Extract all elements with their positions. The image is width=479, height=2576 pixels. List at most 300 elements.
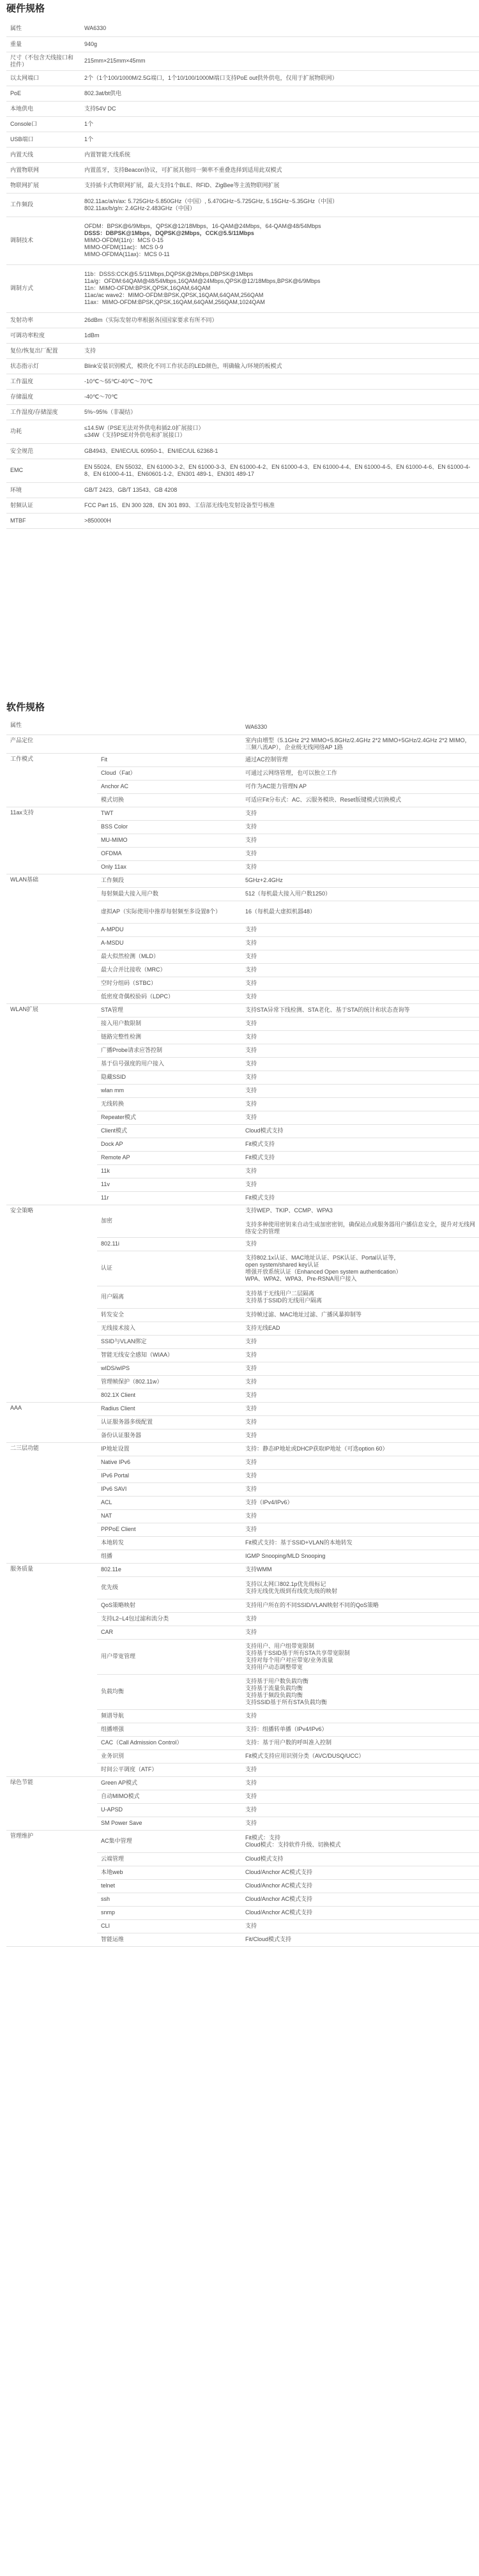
- spec-label: 工作频段: [6, 193, 80, 217]
- spec-value-line: 支持: [245, 1629, 257, 1635]
- spec-value: [241, 1286, 479, 1308]
- spec-feature: 加密: [97, 1205, 241, 1237]
- spec-category: 11ax支持: [6, 807, 97, 874]
- table-row: [6, 1563, 479, 1576]
- spec-feature: snmp: [97, 1906, 241, 1919]
- spec-value-line: 支持: [245, 1047, 257, 1053]
- spec-value-line: 11ax：MIMO-OFDM:BPSK,QPSK,16QAM,64QAM,256QAM,1024QAM: [84, 299, 265, 305]
- spec-value-line: MIMO-OFDM(11ac)：MCS 0-9: [84, 244, 163, 250]
- spec-value: [80, 374, 479, 389]
- spec-value-line: 5%~95%（非凝结）: [84, 408, 137, 415]
- spec-label: Console口: [6, 116, 80, 132]
- spec-value: [241, 766, 479, 780]
- spec-value-line: 支持: [245, 1168, 257, 1174]
- spec-value: [241, 1709, 479, 1723]
- spec-label: 以太网端口: [6, 70, 80, 86]
- spec-value-line: ≤14.5W（PSE无法对外供电和插2.0扩展接口）: [84, 424, 204, 431]
- spec-value-line: 支持用户所在的不同SSID/VLAN映射不同的QoS策略: [245, 1602, 379, 1608]
- spec-feature: 广播Probe请求应答控制: [97, 1044, 241, 1057]
- spec-value: [241, 977, 479, 990]
- spec-feature: telnet: [97, 1879, 241, 1893]
- spec-value-line: -10℃～55℃/-40℃～70℃: [84, 377, 153, 385]
- spec-value-line: 26dBm（实际发射功率根据各国国家要求有所不同）: [84, 316, 218, 323]
- spec-value-line: 支持: [245, 1712, 257, 1719]
- spec-feature: TWT: [97, 807, 241, 820]
- spec-value: [80, 343, 479, 358]
- table-row: [6, 753, 479, 766]
- spec-value: [241, 834, 479, 847]
- spec-value-line: IGMP Snooping/MLD Snooping: [245, 1553, 326, 1559]
- spec-value-line: 11n：MIMO-OFDM:BPSK,QPSK,16QAM,64QAM: [84, 285, 211, 291]
- table-row: [6, 420, 479, 443]
- spec-feature: NAT: [97, 1509, 241, 1523]
- spec-value: [80, 358, 479, 374]
- table-row: [6, 720, 479, 735]
- spec-feature: A-MPDU: [97, 923, 241, 936]
- spec-value: [241, 1736, 479, 1749]
- spec-value-line: 支持: [245, 966, 257, 973]
- spec-value: [241, 923, 479, 936]
- spec-value-line: 1dBm: [84, 332, 100, 339]
- spec-value: [241, 1097, 479, 1111]
- spec-value-line: MIMO-OFDM(11n)：MCS 0-15: [84, 237, 163, 243]
- spec-value: [241, 1612, 479, 1626]
- spec-value-line: 支持: [245, 1181, 257, 1187]
- spec-value: [80, 459, 479, 482]
- spec-category: 工作模式: [6, 753, 97, 807]
- spec-category: AAA: [6, 1402, 97, 1442]
- spec-feature: Cloud（Fat）: [97, 766, 241, 780]
- spec-value-line: 内置智能天线系统: [84, 151, 131, 158]
- spec-value: [241, 1003, 479, 1017]
- spec-feature: 虚拟AP（实际使用中推荐每射频至多设置8个）: [97, 901, 241, 923]
- software-spec-table: [6, 720, 479, 1947]
- spec-feature: Only 11ax: [97, 860, 241, 874]
- spec-value-line: 支持基于SSID基于所有STA共享带宽限制: [245, 1649, 350, 1656]
- spec-label: USB端口: [6, 132, 80, 147]
- software-section-title: 软件规格: [6, 702, 45, 713]
- spec-value-line: 2个（1个100/1000M/2.5G端口，1个10/100/1000M端口支持PoE out供外供电，仅用于扩展物联网）: [84, 74, 338, 81]
- spec-value: [241, 1906, 479, 1919]
- spec-feature: 智能无线安全感知（WIAA）: [97, 1348, 241, 1362]
- spec-feature: 链路完整性检测: [97, 1030, 241, 1044]
- spec-value: [241, 1151, 479, 1164]
- spec-value: [241, 1830, 479, 1852]
- spec-feature: PPPoE Client: [97, 1523, 241, 1536]
- table-row: [6, 1003, 479, 1017]
- spec-value: [80, 36, 479, 52]
- spec-value: [241, 1251, 479, 1286]
- spec-value: [80, 70, 479, 86]
- spec-value-line: MIMO-OFDMA(11ax)：MCS 0-11: [84, 251, 170, 257]
- table-row: [6, 328, 479, 343]
- spec-label: 存储温度: [6, 389, 80, 404]
- spec-feature: IPv6 SAVI: [97, 1482, 241, 1496]
- spec-feature: ssh: [97, 1893, 241, 1906]
- spec-value: [241, 1191, 479, 1205]
- spec-value: [241, 990, 479, 1003]
- table-row: [6, 101, 479, 116]
- spec-value-line: 支持插卡式物联网扩展，最大支持1个BLE、RFID、ZigBee等主流物联网扩展: [84, 181, 280, 188]
- spec-feature: 自动MIMO模式: [97, 1790, 241, 1803]
- spec-value: [80, 217, 479, 264]
- spec-feature: SSID与VLAN绑定: [97, 1335, 241, 1348]
- spec-value-line: 支持对每个用户对应带宽/业务流量: [245, 1656, 333, 1663]
- spec-value: [241, 1375, 479, 1389]
- spec-value-line: 支持: [245, 1432, 257, 1438]
- spec-category: 服务质量: [6, 1563, 97, 1776]
- spec-feature: 负载均衡: [97, 1674, 241, 1709]
- spec-value-line: 940g: [84, 40, 98, 47]
- spec-label: 工作温度: [6, 374, 80, 389]
- spec-value: [241, 1348, 479, 1362]
- spec-value-line: FCC Part 15、EN 300 328、EN 301 893、工信部无线电发射设备型号核准: [84, 501, 275, 508]
- table-row: [6, 1205, 479, 1237]
- spec-category: 产品定位: [6, 735, 97, 753]
- spec-value-line: 支持: [245, 1020, 257, 1026]
- spec-value-line: Blink安装识别模式，模块化不同工作状态的LED颜色，明确输入/环境的板模式: [84, 362, 282, 369]
- spec-value: [241, 887, 479, 901]
- spec-value-line: 16（每机最大虚拟机器48）: [245, 908, 316, 915]
- spec-value: [241, 1674, 479, 1709]
- spec-feature: 最大似然检测（MLD）: [97, 950, 241, 963]
- spec-feature: 用户带宽管理: [97, 1639, 241, 1674]
- table-row: [6, 86, 479, 101]
- spec-value: [80, 116, 479, 132]
- spec-feature: 802.11e: [97, 1563, 241, 1576]
- spec-label: 内置天线: [6, 147, 80, 162]
- spec-feature: Repeater模式: [97, 1111, 241, 1124]
- spec-value: [241, 1308, 479, 1322]
- spec-feature: Radius Client: [97, 1402, 241, 1415]
- spec-feature: IPv6 Portal: [97, 1469, 241, 1482]
- spec-value: [241, 1866, 479, 1879]
- spec-value-line: 512（每机最大接入用户数1250）: [245, 890, 331, 897]
- spec-feature: 频谱导航: [97, 1709, 241, 1723]
- spec-feature: MU-MIMO: [97, 834, 241, 847]
- spec-feature: 11v: [97, 1178, 241, 1191]
- spec-value-line: 802.11ax/b/g/n: 2.4GHz-2.483GHz（中国）: [84, 204, 195, 211]
- spec-feature: 支持L2~L4包过滤和流分类: [97, 1612, 241, 1626]
- spec-value: [80, 101, 479, 116]
- table-row: [6, 459, 479, 482]
- table-row: [6, 358, 479, 374]
- table-row: [6, 735, 479, 753]
- spec-value-line: 支持: [84, 347, 96, 354]
- spec-value-line: Cloud/Anchor AC模式支持: [245, 1882, 313, 1889]
- spec-label: 射频认证: [6, 498, 80, 513]
- spec-value: [241, 793, 479, 807]
- spec-value-line: 支持: [245, 1240, 257, 1247]
- spec-value: [241, 1763, 479, 1776]
- spec-feature: 工作频段: [97, 874, 241, 887]
- table-row: [6, 807, 479, 820]
- spec-value-line: Fit模式支持: [245, 1154, 275, 1161]
- spec-value-line: DSSS：DBPSK@1Mbps，DQPSK@2Mbps，CCK@5.5/11Mbps: [84, 230, 254, 236]
- table-row: [6, 217, 479, 264]
- spec-value: [241, 820, 479, 834]
- spec-value: [241, 1879, 479, 1893]
- spec-value: [80, 482, 479, 498]
- spec-value-line: 支持基于无线用户二层隔离: [245, 1290, 315, 1297]
- spec-value: [241, 1776, 479, 1790]
- table-row: [6, 312, 479, 328]
- spec-value-line: OFDM：BPSK@6/9Mbps，QPSK@12/18Mbps，16-QAM@24Mbps，64-QAM@48/54Mbps: [84, 223, 321, 229]
- spec-value: [241, 720, 479, 735]
- spec-value-line: Cloud/Anchor AC模式支持: [245, 1869, 313, 1875]
- spec-value-line: 支持：静态IP地址或DHCP获取IP地址（可选option 60）: [245, 1445, 388, 1452]
- spec-value: [241, 1893, 479, 1906]
- spec-value-line: 支持: [245, 926, 257, 933]
- spec-label: 重量: [6, 36, 80, 52]
- spec-value: [241, 1626, 479, 1639]
- spec-feature: 本地转发: [97, 1536, 241, 1550]
- spec-value: [241, 1639, 479, 1674]
- spec-value: [241, 1415, 479, 1429]
- spec-value: [241, 1044, 479, 1057]
- spec-label: PoE: [6, 86, 80, 101]
- spec-value-line: 支持: [245, 1780, 257, 1786]
- spec-value: [80, 498, 479, 513]
- spec-value: [241, 1335, 479, 1348]
- spec-label: MTBF: [6, 513, 80, 528]
- spec-value: [241, 1322, 479, 1335]
- spec-label: 内置物联网: [6, 162, 80, 178]
- table-row: [6, 178, 479, 193]
- spec-label: 安全规范: [6, 443, 80, 459]
- spec-label: 状态指示灯: [6, 358, 80, 374]
- spec-value: [241, 1456, 479, 1469]
- spec-value-line: 支持: [245, 1513, 257, 1519]
- spec-value-line: Cloud模式支持: [245, 1127, 284, 1134]
- spec-value-line: Cloud/Anchor AC模式支持: [245, 1909, 313, 1916]
- spec-feature: 组播增强: [97, 1723, 241, 1736]
- spec-value: [241, 1817, 479, 1830]
- spec-feature: 管理帧保护（802.11w）: [97, 1375, 241, 1389]
- spec-feature: 业务识别: [97, 1749, 241, 1763]
- spec-value-line: 支持: [245, 1766, 257, 1772]
- spec-feature: 转发安全: [97, 1308, 241, 1322]
- spec-value-line: Cloud模式支持: [245, 1856, 284, 1862]
- spec-value-line: 支持: [245, 1806, 257, 1813]
- spec-value-line: 5GHz+2.4GHz: [245, 877, 283, 883]
- spec-label: 尺寸（不包含天线接口和挂件）: [6, 52, 80, 70]
- spec-label: 物联网扩展: [6, 178, 80, 193]
- table-row: [6, 70, 479, 86]
- spec-feature: 时间公平调度（ATF）: [97, 1763, 241, 1776]
- spec-value: [241, 1919, 479, 1933]
- spec-value: [80, 147, 479, 162]
- spec-feature: BSS Color: [97, 820, 241, 834]
- spec-feature: Client模式: [97, 1124, 241, 1138]
- spec-feature: 优先级: [97, 1576, 241, 1599]
- spec-value-line: open system/shared key认证: [245, 1261, 319, 1268]
- spec-value-line: 支持（IPv4/IPv6）: [245, 1499, 293, 1505]
- spec-value: [241, 1749, 479, 1763]
- spec-value-line: 11ac/ac wave2：MIMO-OFDM:BPSK,QPSK,16QAM,64QAM,256QAM: [84, 292, 264, 298]
- spec-label: 调制方式: [6, 264, 80, 312]
- table-row: [6, 343, 479, 358]
- spec-feature: OFDMA: [97, 847, 241, 860]
- hardware-spec-table: [6, 21, 479, 529]
- spec-value-line: 支持: [245, 1820, 257, 1826]
- spec-value-line: 通过AC控制管理: [245, 756, 288, 763]
- spec-value: [241, 874, 479, 887]
- spec-value: [241, 1723, 479, 1736]
- spec-value-line: 11a/g：OFDM:64QAM@48/54Mbps,16QAM@24Mbps,QPSK@12/18Mbps,BPSK@6/9Mbps: [84, 278, 321, 284]
- spec-value: [241, 1362, 479, 1375]
- spec-value: [241, 1237, 479, 1251]
- spec-value: [241, 901, 479, 923]
- table-row: [6, 1442, 479, 1456]
- spec-label: 复位/恢复出厂配置: [6, 343, 80, 358]
- spec-feature: Native IPv6: [97, 1456, 241, 1469]
- spec-value-line: Fit模式支持：基于SSID+VLAN的本地转发: [245, 1539, 353, 1546]
- spec-value-line: WA6330: [245, 723, 268, 730]
- spec-value-line: 支持: [245, 1087, 257, 1094]
- spec-feature: 隐藏SSID: [97, 1071, 241, 1084]
- spec-label: 发射功率: [6, 312, 80, 328]
- spec-feature: CAR: [97, 1626, 241, 1639]
- spec-feature: 802.1X Client: [97, 1389, 241, 1402]
- spec-value: [80, 513, 479, 528]
- spec-label: 调制技术: [6, 217, 80, 264]
- table-row: [6, 374, 479, 389]
- spec-value-line: Fit模式支持: [245, 1194, 275, 1201]
- spec-value-line: 支持: [245, 1365, 257, 1371]
- table-row: [6, 36, 479, 52]
- spec-value-line: 支持: [245, 1793, 257, 1799]
- spec-value-line: WPA、WPA2、WPA3、Pre-RSNA用户接入: [245, 1275, 357, 1282]
- spec-value: [241, 780, 479, 793]
- spec-label: 环境: [6, 482, 80, 498]
- spec-value: [241, 963, 479, 977]
- spec-feature: wlan mm: [97, 1084, 241, 1097]
- spec-value: [241, 1576, 479, 1599]
- spec-value-line: 支持基于流量负载均衡: [245, 1684, 303, 1691]
- spec-feature: 802.11i: [97, 1237, 241, 1251]
- spec-value-line: 支持用户动态调整带宽: [245, 1663, 303, 1670]
- spec-value-line: 支持: [245, 850, 257, 857]
- spec-value-line: 支持: [245, 823, 257, 830]
- spec-feature: QoS策略映射: [97, 1599, 241, 1612]
- spec-feature: Dock AP: [97, 1138, 241, 1151]
- spec-feature: 备份认证服务器: [97, 1429, 241, 1442]
- spec-value-line: 支持用户、用户组带宽限制: [245, 1642, 315, 1649]
- spec-feature: AC集中管理: [97, 1830, 241, 1852]
- table-row: [6, 147, 479, 162]
- spec-value-line: 支持: [245, 1060, 257, 1067]
- spec-value: [241, 1111, 479, 1124]
- table-row: [6, 498, 479, 513]
- spec-value-line: 支持802.1x认证、MAC地址认证、PSK认证、Portal认证等，: [245, 1254, 400, 1261]
- table-row: [6, 482, 479, 498]
- spec-value: [241, 847, 479, 860]
- spec-value: [80, 21, 479, 36]
- table-row: [6, 264, 479, 312]
- spec-value: [80, 389, 479, 404]
- spec-feature: 无线转换: [97, 1097, 241, 1111]
- spec-value-line: Fit模式支持应用识别分类（AVC/DUSQ/UCC）: [245, 1753, 365, 1759]
- spec-feature: Anchor AC: [97, 780, 241, 793]
- spec-value-line: 支持: [245, 980, 257, 986]
- spec-value: [80, 404, 479, 420]
- spec-value-line: 支持：基于用户数的呼叫准入控制: [245, 1739, 332, 1746]
- spec-value-line: 支持: [245, 1459, 257, 1465]
- table-row: [6, 1830, 479, 1852]
- spec-value-line: ≤34W（支持PSE对外供电和扩展接口）: [84, 431, 186, 438]
- spec-category: WLAN基础: [6, 874, 97, 1003]
- spec-feature: 认证服务器多级配置: [97, 1415, 241, 1429]
- spec-value-line: 1个: [84, 135, 94, 142]
- spec-feature: 无线接术接入: [97, 1322, 241, 1335]
- spec-value-line: 支持: [245, 1405, 257, 1412]
- spec-value: [241, 1071, 479, 1084]
- spec-value: [241, 753, 479, 766]
- spec-value-line: Cloud模式：支持软件升级、切换模式: [245, 1841, 341, 1848]
- spec-feature: 11k: [97, 1164, 241, 1178]
- spec-value-line: 支持基于用户数负载均衡: [245, 1677, 309, 1684]
- spec-category: 属性: [6, 720, 97, 735]
- spec-value-line: 支持无线优先级到有线优先级的映射: [245, 1587, 338, 1594]
- spec-value: [241, 1084, 479, 1097]
- spec-value-line: WA6330: [84, 25, 107, 32]
- spec-feature: SM Power Save: [97, 1817, 241, 1830]
- spec-value-line: 支持: [245, 1033, 257, 1040]
- spec-value: [241, 950, 479, 963]
- spec-value-line: 支持: [245, 1074, 257, 1080]
- table-row: [6, 874, 479, 887]
- spec-value: [80, 132, 479, 147]
- table-row: [6, 21, 479, 36]
- spec-value-line: 增强开放系统认证（Enhanced Open system authentication）: [245, 1268, 402, 1275]
- spec-value-line: 支持以太网口802.1p优先级标记: [245, 1580, 326, 1587]
- spec-value: [241, 1178, 479, 1191]
- spec-value: [80, 86, 479, 101]
- spec-value: [241, 1550, 479, 1563]
- spec-label: 本地供电: [6, 101, 80, 116]
- spec-value-line: 支持: [245, 864, 257, 870]
- spec-value-line: 可通过云网络管理，也可以独立工作: [245, 770, 338, 776]
- spec-value: [241, 1852, 479, 1866]
- spec-value-line: 支持: [245, 1615, 257, 1622]
- spec-value-line: 215mm×215mm×45mm: [84, 57, 146, 64]
- spec-label: 功耗: [6, 420, 80, 443]
- spec-value-line: Fit模式支持: [245, 1141, 275, 1147]
- spec-feature: Green AP模式: [97, 1776, 241, 1790]
- spec-feature: 每射频最大接入用户数: [97, 887, 241, 901]
- spec-value: [241, 807, 479, 820]
- spec-value-line: -40℃～70℃: [84, 393, 118, 400]
- table-row: [6, 193, 479, 217]
- spec-value-line: 支持: [245, 837, 257, 843]
- spec-value-line: 支持: [245, 1101, 257, 1107]
- spec-value: [241, 1124, 479, 1138]
- spec-value-line: 支持：组播转单播（IPv4/IPv6）: [245, 1726, 328, 1732]
- spec-value: [241, 1469, 479, 1482]
- spec-feature: Remote AP: [97, 1151, 241, 1164]
- table-row: [6, 132, 479, 147]
- spec-feature: U-APSD: [97, 1803, 241, 1817]
- spec-value-line: 支持: [245, 993, 257, 1000]
- spec-value-line: 支持: [245, 953, 257, 959]
- spec-value-line: 支持: [245, 1114, 257, 1120]
- spec-feature: 用户隔离: [97, 1286, 241, 1308]
- spec-value: [241, 1030, 479, 1044]
- spec-value: [241, 1536, 479, 1550]
- table-row: [6, 513, 479, 528]
- spec-value-line: 11b：DSSS:CCK@5.5/11Mbps,DQPSK@2Mbps,DBPSK@1Mbps: [84, 271, 254, 277]
